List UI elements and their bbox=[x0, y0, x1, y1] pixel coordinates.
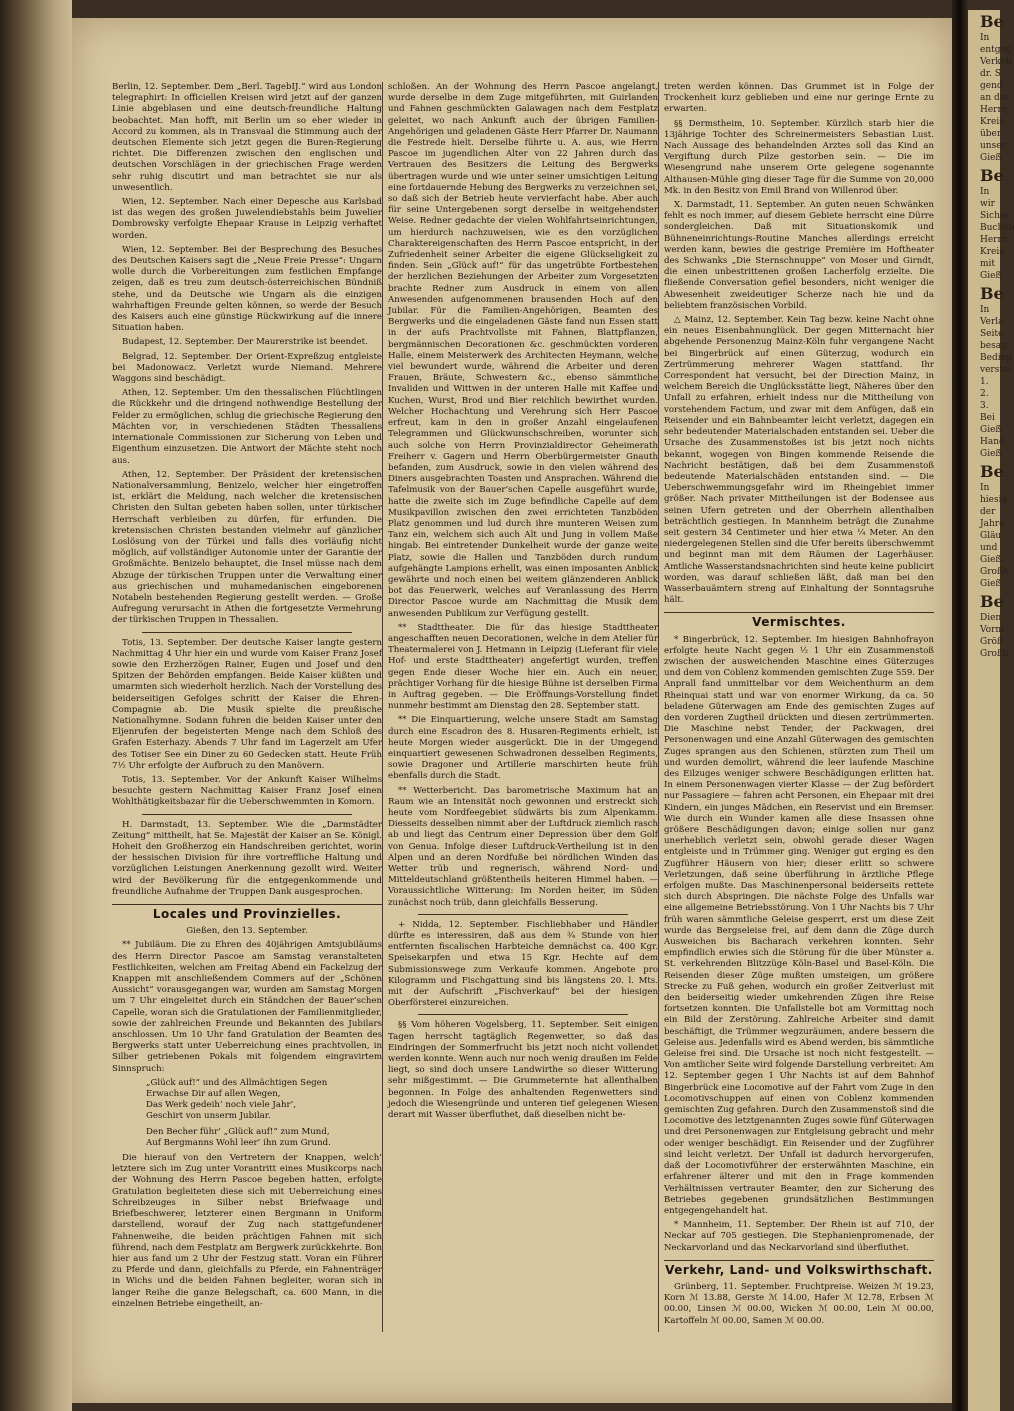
article-totis-1: Totis, 13. September. Der deutsche Kaiser langte gestern Nachmittag 4 Uhr hier ein und wurde vom Kaiser Franz Josef sowie den Erzherzögen Rainer, Eugen und Josef und den Spitzen der Behörden empfangen. Beide Kaiser küßten und umarmten sich wiederholt herzlich. Nach der Vorstellung des beiderseitigen Gefolges schritt der Kaiser die Ehren-Compagnie ab. Die Musik spielte die preußische Nationalhymne. Sodann fuhren die beiden Kaiser unter den Eljenrufen der begeisterten Menge nach dem Schloß des Grafen Esterhazy. Abends 7 Uhr fand im Lagerzelt am Ufer des Totiser See ein Diner zu 60 Gedecken statt. Heute Früh 7½ Uhr erfolgte der Aufbruch zu den Manövern. bbox=[112, 637, 382, 771]
next-page-fragment: Bucheb bbox=[980, 223, 1014, 233]
verse-line: Auf Bergmanns Wohl leer’ ihn zum Grund. bbox=[146, 1137, 331, 1148]
next-page-fragment: Bei bbox=[980, 413, 995, 423]
article-jubilaeum-cont-2: schloßen. An der Wohnung des Herrn Pascoe angelangt, wurde derselbe in dem Zuge mitgeführten, mit Guirlanden und Fahnen geschmückten Galawagen nach dem Festplatz geleitet, wo nach Ankunft auch der übrigen Familien-Angehörigen und geladenen Gäste Herr Pfarrer Dr. Naumann die Festrede hielt. Derselbe führte u. A. aus, wie Herrn Pascoe im jugendlichen Alter von 22 Jahren durch das Vertrauen des Besitzers die Leitung des Bergwerks übertragen wurde und wie unter seiner umsichtigen Leitung eine fortdauernde Hebung des Bergwerks zu verzeichnen sei, so daß sich der Betrieb heute vervierfacht habe. Aber auch für seine Untergebenen sorgt derselbe in weitgehendster Weise. Redner gedachte der vielen Wohlfahrtseinrichtungen, um hierdurch nachzuweisen, wie es den vorzüglichen Charaktereigenschaften des Herrn Pascoe entspricht, in der Zufriedenheit seiner Arbeiter die eigene Glückseligkeit zu finden. Sein „Glück auf!“ für das ungetrübte Fortbestehen der herzlichen Beziehungen der Arbeiter zum Vorgesetzten brachte Redner zum Ausdruck in einem von allen Anwesenden aufgenommenen brausenden Hoch auf den Jubilar. Für die Familien-Angehörigen, Beamten des Bergwerks und die eingeladenen Gäste fand nun Essen statt in der aufs Prachtvollste mit Fahnen, Blattpflanzen, bergmännischen Decorationen &c. geschmückten vorderen Halle, einem Meisterwerk des Architecten Heymann, welche viel bewundert wurde, während die Arbeiter und deren Frauen, Bräute, Schwestern &c., ebenso sämmtliche Invaliden und Wittwen in der unteren Halle mit Kaffee und Kuchen, Wurst, Brod und Bier reichlich bewirthet wurden. Welcher Hochachtung und Verehrung sich Herr Pascoe erfreut, kam in den in großer Anzahl eingelaufenen Telegrammen und Glückwunschschreiben, worunter sich auch solche von Herrn Provinzialdirector Geheimerath Freiherr v. Gagern und Herrn Oberbürgermeister Gnauth befanden, zum Ausdruck, sowie in den vielen während des Diners ausgebrachten Toasten und Ansprachen. Während die Tafelmusik von der Bauer’schen Capelle ausgeführt wurde, hatte die zweite sich im Zuge befindliche Capelle auf dem Musikpavillon zwischen den zwei errichteten Tanzböden Platz genommen und lud durch ihre munteren Weisen zum Tanz ein, welchem sich auch Alt und Jung in vollem Maße hingab. Bei eintretender Dunkelheit wurde der ganze weite Platz, sowie die Hallen und Tanzböden durch rundum aufgehängte Lampions erhellt, was einen imposanten Anblick gewährte und noch einen bei weitem glänzenderen Anblick bot das Feuerwerk, welches auf Veranlassung des Herrn Director Pascoe wurde am Nachmittag die Musik dem anwesenden Publikum zur Verfügung gestellt. bbox=[388, 82, 658, 619]
dateline: Gießen, den 13. September. bbox=[186, 926, 308, 937]
engraved-verse-1 bbox=[146, 1078, 382, 1123]
next-page-fragment: und bbox=[980, 543, 998, 553]
verse-line: Das Werk gedeih’ noch viele Jahr’, bbox=[146, 1100, 297, 1111]
next-page-fragment: verstei bbox=[980, 365, 1012, 375]
article-belgrad: Belgrad, 12. September. Der Orient-Expreßzug entgleiste bei Madonowacz. Verletzt wurde Niemand. Mehrere Waggons sind beschädigt. bbox=[112, 351, 382, 385]
next-page-fragment: In bbox=[980, 187, 990, 197]
separator bbox=[142, 814, 352, 815]
next-page-fragment: Be bbox=[980, 166, 1004, 185]
article-athen-1: Athen, 12. September. Um den thessalischen Flüchtlingen die Rückkehr und die dringend nothwendige Bestellung der Felder zu ermöglichen, schlug die griechische Regierung den Mächten vor, in verschiedenen Städten Thessaliens internationale Commissionen zur Sicherung von Leben und Eigenthum einzusetzen. Die Antwort der Mächte steht noch aus. bbox=[112, 388, 382, 466]
column-rule bbox=[382, 82, 383, 1332]
next-page-fragment: Be bbox=[980, 284, 1004, 303]
article-fruchtpreise: Grünberg, 11. September. Fruchtpreise. Weizen ℳ 19.23, Korn ℳ 13.88, Gerste ℳ 14.00, Hafer ℳ 12.78, Erbsen ℳ 00.00, Linsen ℳ 00.00, Wicken ℳ 00.00, Lein ℳ 00.00, Kartoffeln ℳ 00.00, Samen ℳ 00.00. bbox=[664, 1281, 934, 1326]
next-page-fragment: Gieß bbox=[980, 425, 1002, 435]
next-page-fragment: In bbox=[980, 483, 990, 493]
next-page-fragment: Herrn bbox=[980, 235, 1008, 245]
next-page-fragment: an der bbox=[980, 93, 1010, 103]
article-nidda: + Nidda, 12. September. Fischliebhaber und Händler dürfte es interessiren, daß aus dem ¾ Stunde von hier entfernten fiscalischen Harbteiche demnächst ca. 400 Kgr. Speisekarpfen und etwa 15 Kgr. Hechte auf dem Submissionswege zum Verkaufe kommen. Angebote pro Kilogramm und Fischgattung sind bis längstens 20. l. Mts. mit der Aufschrift „Fischverkauf“ bei der hiesigen Oberförsterei einzureichen. bbox=[388, 919, 658, 1009]
column-rule bbox=[658, 82, 659, 1332]
next-page-fragment: Gieß bbox=[980, 271, 1002, 281]
column-2 bbox=[388, 82, 658, 1372]
next-page-fragment: gend bbox=[980, 81, 1003, 91]
verse-line: Erwachse Dir auf allen Wegen, bbox=[146, 1089, 281, 1100]
next-page-fragment: entgeg bbox=[980, 45, 1012, 55]
article-jubilaeum-cont: Die hierauf von den Vertretern der Knappen, welch’ letztere sich im Zug unter Vorantritt eines Musikcorps nach der Wohnung des Herrn Pascoe begeben hatten, erfolgte Gratulation begleiteten diese sich mit Ueberreichung eines Schreibzeuges in Silber nebst Briefwaage und Briefbeschwerer, letzterer einen Bergmann in Uniform darstellend, worauf der Zug nach stattgefundener Fahnenweihe, die beiden prächtigen Fahnen mit sich führend, nach dem Festplatz am Bergwerk zurückkehrte. Bon hier aus fand um 2 Uhr der Festzug statt. Voran ein Führer zu Pferde und dann, gleichfalls zu Pferde, ein Fahnenträger in Wichs und die beiden Fahnen begleiter, woran sich in langer Reihe die ganze Belegschaft, ca. 600 Mann, in die einzelnen Betriebe eingetheilt, an- bbox=[112, 1153, 382, 1309]
article-darmstadt: H. Darmstadt, 13. September. Wie die „Darmstädter Zeitung“ mittheilt, hat Se. Majestät der Kaiser an Se. Königl. Hoheit den Großherzog ein Handschreiben gerichtet, worin der hessischen Division für ihre vortreffliche Haltung und vorzüglichen Leistungen Anerkennung gezollt wird. Weiter wird der Bevölkerung für die entgegenkommende und freundliche Aufnahme der Truppen Dank ausgesprochen. bbox=[112, 819, 382, 897]
next-page-fragment: Herrn bbox=[980, 105, 1008, 115]
article-mainz: △ Mainz, 12. September. Kein Tag bezw. keine Nacht ohne ein neues Eisenbahnunglück. Der gegen Mitternacht hier abgehende Personenzug Mainz-Köln fuhr vergangene Nacht bei Bingerbrück auf einen Güterzug, wodurch ein Zertrümmerung mehrerer Wagen stattfand. Ihr Correspondent hat versucht, bei der Direction Mainz, in welchem Bereich die Unglücksstätte liegt, Näheres über den Unfall zu erfahren, erhielt indess nur die Mittheilung von vorstehendem Factum, und zwar mit dem Anfügen, daß ein Reisender und ein Bahnbeamter leicht verletzt, dagegen ein sehr bedeutender Materialschaden entstanden sei. Ueber die Ursache des Zusammenstoßes ist bis jetzt noch nichts bekannt, wogegen von Bingen kommende Reisende die Nachricht bestätigen, daß bei dem Zusammenstoß bedeutende Materialschäden entstanden sind. — Die Ueberschwemmungsgefahr wird im Rheingebiet immer größer. Nach privater Mittheilungen ist der Bodensee aus seinen Ufern getreten und der Oberrhein allenthalben beträchtlich gestiegen. In Mannheim beträgt die Zunahme seit gestern 34 Centimeter und hier etwa ¼ Meter. An den niedergelegenen Stellen sind die Ufer bereits überschwemmt und beginnt man mit dem Räumen der Lagerhäuser. Amtliche Wasserstandsnachrichten sind heute keine publicirt worden, was darauf schließen läßt, daß man bei den Wasserbauämtern streng auf Einhaltung der Sonntagsruhe hält. bbox=[664, 315, 934, 606]
next-page-fragment: wir bbox=[980, 199, 995, 209]
column-3 bbox=[664, 82, 934, 1372]
newspaper-page bbox=[72, 18, 952, 1403]
next-page-fragment: Gieß bbox=[980, 449, 1002, 459]
next-page-fragment: besag bbox=[980, 341, 1007, 351]
article-wien-1: Wien, 12. September. Nach einer Depesche aus Karlsbad ist das wegen des großen Juwelendiebstahls beim Juwelier Dombrowsky verfolgte Ehepaar Krause in Leipzig verhaftet worden. bbox=[112, 197, 382, 241]
engraved-verse-2 bbox=[146, 1127, 382, 1149]
article-wetterbericht: ** Wetterbericht. Das barometrische Maximum hat an Raum wie an Intensität noch gewonnen und erstreckt sich heute vom Nordfeegebiet südwärts bis zum Alpenkamm. Diesseits desselben nimmt aber der Luftdruck ziemlich rasch ab und liegt das Centrum einer Depression über dem Golf von Genua. Infolge dieser Luftdruck-Vertheilung ist in den Alpen und an deren Nordfuße bei nördlichen Winden das Wetter trüb und regnerisch, während Nord- und Mitteldeutschland größtentheils heiteren Himmel haben. — Voraussichtliche Witterung: Im Norden heiter, im Süden zunächst noch trüb, dann gleichfalls Besserung. bbox=[388, 785, 658, 908]
next-page-edge bbox=[968, 10, 1014, 1411]
separator bbox=[418, 1014, 628, 1015]
section-heading-verkehr: Verkehr, Land- und Volkswirthschaft. bbox=[664, 1260, 934, 1276]
article-budapest: Budapest, 12. September. Der Maurerstrike ist beendet. bbox=[122, 337, 368, 348]
next-page-fragment: Gieß bbox=[980, 579, 1002, 589]
next-page-fragment: mit bbox=[980, 259, 996, 269]
next-page-fragment: Gieß bbox=[980, 153, 1002, 163]
article-totis-2: Totis, 13. September. Vor der Ankunft Kaiser Wilhelms besuchte gestern Nachmittag Kaiser Franz Josef einen Wohlthätigkeitsbazar für die Ueberschwemmten in Komorn. bbox=[112, 774, 382, 808]
section-heading-vermischtes: Vermischtes. bbox=[664, 612, 934, 628]
section-heading-locales: Locales und Provinzielles. bbox=[112, 904, 382, 920]
next-page-fragment: Hand bbox=[980, 437, 1005, 447]
article-jubilaeum: ** Jubiläum. Die zu Ehren des 40jährigen Amtsjubiläums des Herrn Director Pascoe am Samstag veranstalteten Festlichkeiten, welchen am Freitag Abend ein Fackelzug der Knappen mit anschließendem Commers auf der „Schönen Aussicht“ vorausgegangen war, wurden am Samstag Morgen um 7 Uhr eingeleitet durch ein Ständchen der Bauer’schen Capelle, woran sich die Gratulationen der Familienmitglieder, sowie der zahlreichen Freunde und Bekannten des Jubilars anschlossen. Um 10 Uhr fand Gratulation der Beamten des Bergwerks statt unter Ueberreichung eines prachtvollen, in Silber getriebenen Pokals mit folgendem eingravirtem Sinnspruch: bbox=[112, 940, 382, 1074]
next-page-fragment: Großh bbox=[980, 649, 1009, 659]
next-page-fragment: Jahre bbox=[980, 519, 1005, 529]
next-page-fragment: Gläu bbox=[980, 531, 1002, 541]
next-page-fragment: Kreis bbox=[980, 117, 1004, 127]
next-page-fragment: Be bbox=[980, 592, 1004, 611]
next-page-fragment: der bbox=[980, 507, 996, 517]
article-athen-2: Athen, 12. September. Der Präsident der kretensischen Nationalversammlung, Benizelo, welcher hier eingetroffen ist, erklärt die Meldung, nach welcher die kretensischen Christen den Sultan gebeten haben sollen, unter türkischer Herrschaft verbleiben zu dürfen, für erfunden. Die kretensischen Christen bestanden vielmehr auf gänzlicher Loslösung von der Türkei und falls dies vorläufig nicht möglich, auf vollständiger Autonomie unter der Garantie der Großmächte. Benizelo behauptet, die Insel müsse nach dem Abzuge der türkischen Truppen unter die Verwaltung einer aus griechischen und muhamedanischen eingeborenen Notabeln bestehenden Regierung gestellt werden. — Große Aufregung verursacht in Athen die fortgesetzte Vermehrung der türkischen Truppen in Thessalien. bbox=[112, 469, 382, 626]
article-vogelsberg-cont: treten werden können. Das Grummet ist in Folge der Trockenheit kurz geblieben und eine nur geringe Ernte zu erwarten. bbox=[664, 82, 934, 115]
next-page-fragment: Vorm bbox=[980, 625, 1004, 635]
book-gutter bbox=[952, 0, 968, 1411]
column-1 bbox=[112, 82, 382, 1372]
next-page-fragment: 2. bbox=[980, 389, 989, 399]
book-spine bbox=[0, 0, 72, 1411]
next-page-fragment: Verkeh bbox=[980, 57, 1012, 67]
article-berlin: Berlin, 12. September. Dem „Berl. TagebĲ.“ wird aus London telegraphirt: In officiellen Kreisen wird jetzt auf der ganzen Linie abgeblasen und eine deutsch-freundliche Haltung beobachtet. Man hofft, mit Berlin um so eher wieder in Accord zu kommen, als in Transvaal die Stimmung auch der deutschen Elemente sich jetzt gegen die Buren-Regierung richtet. Die Differenzen zwischen den englischen und deutschen Vorschlägen in der griechischen Frage werden sehr ruhig discutirt und man betrachtet sie nur als unwesentlich. bbox=[112, 82, 382, 193]
next-page-fragment: über bbox=[980, 129, 1002, 139]
next-page-fragment: 1. bbox=[980, 377, 989, 387]
separator bbox=[142, 632, 352, 633]
verse-line: Den Becher führ’ „Glück auf!“ zum Mund, bbox=[146, 1126, 330, 1137]
next-page-fragment: Kreis bbox=[980, 247, 1004, 257]
separator bbox=[418, 914, 628, 915]
article-darmstadt-theater: X. Darmstadt, 11. September. An guten neuen Schwänken fehlt es noch immer, auf diesem Gebiete herrscht eine Dürre sondergleichen. Daß mit Situationskomik und Bühneneinrichtungs-Routine Manches allerdings erreicht werden kann, bewies die gestrige Première im Hoftheater des Schwanks „Die Sternschnuppe“ von Moser und Girndt, die einen unbestrittenen großen Lacherfolg erzielte. Die fließende Conversation gefiel besonders, nicht weniger die Abwesenheit zweideutiger Scherze nach hie und da beliebtem französischen Vorbild. bbox=[664, 200, 934, 311]
article-einquartierung: ** Die Einquartierung, welche unsere Stadt am Samstag durch eine Escadron des 8. Husaren-Regiments erhielt, ist heute Morgen wieder ausgerückt. Die in der Umgegend einquartiert gewesenen Schwadronen desselben Regiments, sowie Dragoner und Artillerie marschirten heute früh ebenfalls durch die Stadt. bbox=[388, 715, 658, 782]
next-page-fragment: hiesig bbox=[980, 495, 1008, 505]
next-page-fragment: Seite bbox=[980, 329, 1004, 339]
next-page-fragment: Gieß bbox=[980, 555, 1002, 565]
article-wien-2: Wien, 12. September. Bei der Besprechung des Besuches des Deutschen Kaisers sagt die „Neue Freie Presse“: Ungarn wolle durch die Vorbereitungen zum festlichen Empfange zeigen, daß es treu zum deutsch-österreichischen Bündniß stehe, und da Deutsche wie Ungarn als die einzigen wahrhaftigen Freunde gelten können, so werde der Besuch des Kaisers auch eine günstige Rückwirkung auf die innere Situation haben. bbox=[112, 244, 382, 334]
verse-line: Geschirt von unserm Jubilar. bbox=[146, 1111, 271, 1122]
next-page-fragment: Größ bbox=[980, 637, 1003, 647]
next-page-fragment: Sicher bbox=[980, 211, 1010, 221]
next-page-fragment: 3. bbox=[980, 401, 989, 411]
next-page-fragment: unser bbox=[980, 141, 1006, 151]
next-page-fragment: Be bbox=[980, 462, 1004, 481]
next-page-fragment: Be bbox=[980, 12, 1004, 31]
next-page-fragment: Großh bbox=[980, 567, 1009, 577]
next-page-fragment: In bbox=[980, 33, 990, 43]
next-page-fragment: Verla bbox=[980, 317, 1004, 327]
next-page-fragment: In bbox=[980, 305, 990, 315]
verse-line: „Glück auf!“ und des Allmächtigen Segen bbox=[146, 1077, 328, 1088]
next-page-fragment: Beding bbox=[980, 353, 1013, 363]
article-bingerbrueck: * Bingerbrück, 12. September. Im hiesigen Bahnhofrayon erfolgte heute Nacht gegen ½ 1 Uhr ein Zusammenstoß zwischen der ausweichenden Maschine eines Güterzuges und dem von Coblenz kommenden gemischten Zuge 559. Der Anprall fand unmittelbar vor dem Weichenthurm an dem Rheinquai statt und war von enormer Wirkung, da ca. 50 beladene Güterwagen am Ende des gemischten Zuges auf den vorderen Zugtheil drückten und diesen zertrümmerten. Die Maschine nebst Tender, der Packwagen, drei Personenwagen und eine Anzahl Güterwagen des gemischten Zuges sprangen aus den Schienen, stürzten zum Theil um und wurden demolirt, während die leer laufende Maschine des Eilzuges weniger schwere Beschädigungen erlitten hat. In einem Personenwagen vierter Klasse — der Zug befördert nur Passagiere — fahren acht Personen, ein Ehepaar mit drei Kindern, ein junges Mädchen, ein Reservist und ein Bremser. Wie durch ein Wunder kamen alle diese Insassen ohne größere Beschädigungen davon; einige sollen nur ganz unerheblich verletzt sein, obwohl gerade dieser Wagen entgleiste und in Trümmer ging. Weniger gut erging es den Zugführer Häusern von hier; dieser erlitt so schwere Verletzungen, daß seine überführung in ärztliche Pflege erfolgen mußte. Das Maschinenpersonal beiderseits rettete sich durch Abspringen. Die nächste Folge des Unfalls war eine allgemeine Betriebsstörung. Von 1 Uhr Nachts bis 7 Uhr früh waren sämmtliche Geleise gesperrt, erst um diese Zeit wurde das Bergseleise frei, auf dem dann die Züge durch Ausweichen bis Bacharach verkehren konnten. Sehr empfindlich erwies sich die Störung für die über Münster a. St. verkehrenden Blitzzüge Köln-Basel und Basel-Köln. Die Reisenden dieser Züge mußten umsteigen, um größere Strecke zu Fuß gehen, wodurch ein großer Zeitverlust mit den beiderseitig wieder umkehrenden Zügen ihre Reise fortsetzen konnten. Die Unfallstelle bot am Vormittag noch ein Bild der Zerstörung. Zahlreiche Arbeiter sind damit beschäftigt, die Trümmer wegzuräumen, andere bessern die Geleise aus. Jedenfalls wird es Abend werden, bis sämmtliche Geleise frei sind. Die Ursache ist noch nicht festgestellt. — Von amtlicher Seite wird folgende Darstellung verbreitet: Am 12. September gegen 1 Uhr Nachts ist auf dem Bahnhof Bingerbrück eine Locomotive auf der Fahrt vom Zuge in den Locomotivschuppen auf einen von Coblenz kommenden gemischten Zug gefahren. Durch den Zusammenstoß sind die Locomotive des letztgenannten Zuges sowie fünf Güterwagen und drei Personenwagen zur Entgleisung gebracht und mehr oder weniger beschädigt. Ein Reisender und der Zugführer sind leicht verletzt. Der Unfall ist dadurch hervorgerufen, daß der Locomotivführer der ersterwähnten Maschine, ein erfahrener älterer und mit den in Frage kommenden Verhältnissen vertrauter Beamter, den zur Sicherung des Betriebes gegebenen grundsätzlichen Bestimmungen entgegengehandelt hat. bbox=[664, 634, 934, 1216]
article-vogelsberg: §§ Vom höheren Vogelsberg, 11. September. Seit einigen Tagen herrscht tagtäglich Regenwetter, so daß das Eindringen der Sommerfrucht bis jetzt noch nicht vollendet werden konnte. Wenn auch nur noch wenig draußen im Felde liegt, so sind doch unsere Landwirthe so dieser Witterung sehr mißgestimmt. — Die Grummeternte hat allenthalben begonnen. In Folge des anhaltenden Regenwetters sind jedoch die Wiesengründe und unteren tief gelegenen Wiesen derart mit Wasser überfluthet, daß dieselben nicht be- bbox=[388, 1020, 658, 1121]
article-mannheim: * Mannheim, 11. September. Der Rhein ist auf 710, der Neckar auf 705 gestiegen. Die Stephanienpromenade, der Neckarvorland und das Neckarvorland sind überfluthet. bbox=[664, 1220, 934, 1253]
article-dermstheim: §§ Dermstheim, 10. September. Kürzlich starb hier die 13jährige Tochter des Schreinermeisters Sebastian Lust. Nach Aussage des behandelnden Arztes soll das Kind an Vergiftung durch Pilze gestorben sein. — Die im Wiesengrund nahe unserem Orte gelegene sogenannte Althausen-Mühle ging dieser Tage für die Summe von 20,000 Mk. in den Besitz von Emil Brand von Willenrod über. bbox=[664, 118, 934, 196]
next-page-fragment: dr. S bbox=[980, 69, 1001, 79]
next-page-fragment: Dien bbox=[980, 613, 1002, 623]
article-stadttheater: ** Stadttheater. Die für das hiesige Stadttheater angeschafften neuen Decorationen, welche in dem Atelier für Theatermalerei von J. Hetmann in Leipzig (Lieferant für viele Hof- und erste Stadttheater) angefertigt wurden, treffen gegen Ende dieser Woche hier ein. Auch ein neuer, prächtiger Vorhang für die hiesige Bühne ist derselben Firma in Auftrag gegeben. — Die Eröffnungs-Vorstellung findet nunmehr bestimmt am Dienstag den 28. September statt. bbox=[388, 622, 658, 712]
